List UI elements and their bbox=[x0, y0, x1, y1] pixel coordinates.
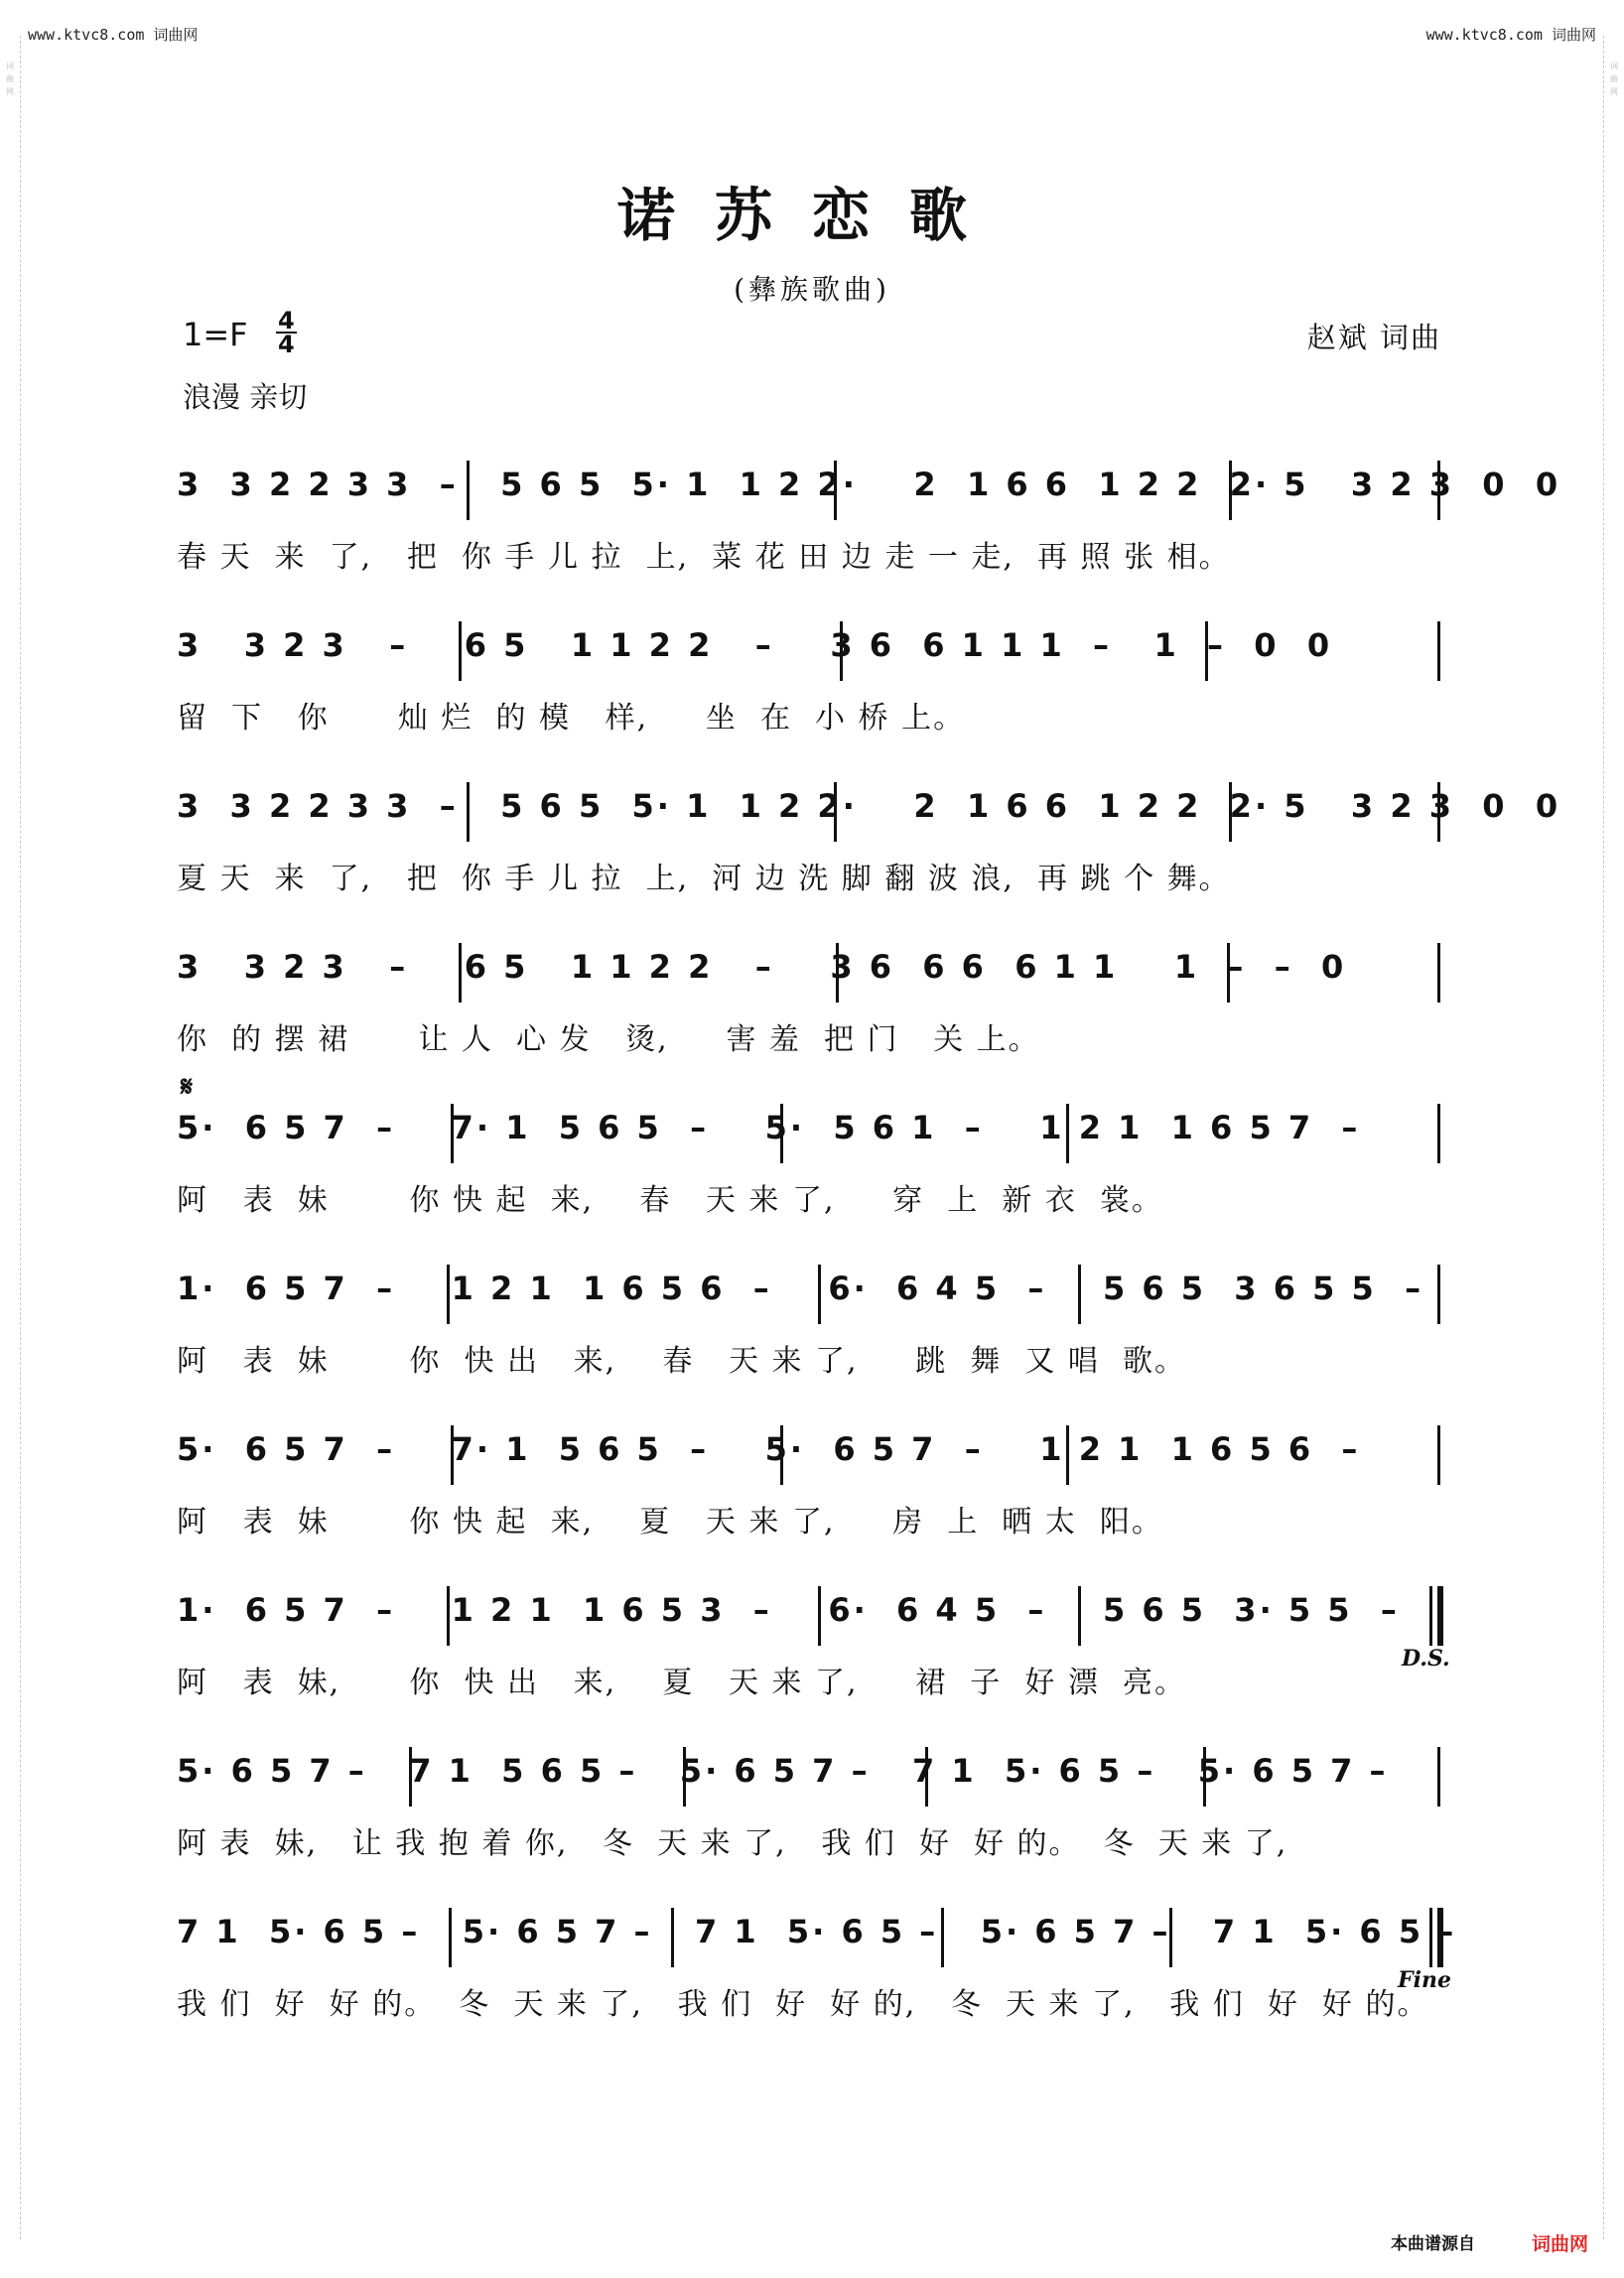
footer-source-text: 本曲谱源自 bbox=[1391, 2234, 1475, 2254]
segno-sign: 𝄋 bbox=[181, 1070, 194, 1103]
lyrics-line: 春 天 来 了, 把 你 手 儿 拉 上, 菜 花 田 边 走 一 走, 再 照 张 相。 bbox=[177, 540, 1231, 575]
fine-marking: Fine bbox=[1398, 1967, 1451, 1993]
notes-line: 3 3 2 3 – 6 5 1 1 2 2 – 3 6 6 6 6 1 1 1 – – 0 bbox=[177, 948, 1347, 986]
right-edge-watermark: 词曲网 bbox=[1610, 62, 1618, 96]
notes-line: 1· 6 5 7 – 1 2 1 1 6 5 6 – 6· 6 4 5 – 5 6 5 3 6 5 5 – bbox=[177, 1270, 1424, 1307]
lyrics-line: 阿 表 妹 你 快 出 来, 春 天 来 了, 跳 舞 又 唱 歌。 bbox=[177, 1344, 1186, 1379]
notes-line: 3 3 2 2 3 3 – 5 6 5 5· 1 1 2 2· 2 1 6 6 1 2 2 2· 5 3 2 3 0 0 bbox=[177, 466, 1561, 503]
notes-line: 5· 6 5 7 – 7 1 5 6 5 – 5· 6 5 7 – 7 1 5· 6 5 – 5· 6 5 7 – bbox=[177, 1752, 1389, 1790]
author-credit: 赵斌 词曲 bbox=[1306, 321, 1441, 354]
ds-marking: D.S. bbox=[1402, 1646, 1450, 1672]
header-left-url: www.ktvc8.com 词曲网 bbox=[28, 26, 199, 44]
notes-line: 1· 6 5 7 – 1 2 1 1 6 5 3 – 6· 6 4 5 – 5 6 5 3· 5 5 – bbox=[177, 1591, 1400, 1629]
footer-site-logo[interactable]: 词曲网 bbox=[1531, 2233, 1588, 2255]
left-margin-line bbox=[20, 36, 21, 2239]
meter-top: 4 bbox=[278, 307, 295, 335]
lyrics-line: 阿 表 妹 你 快 起 来, 春 天 来 了, 穿 上 新 衣 裳。 bbox=[177, 1183, 1163, 1218]
lyrics-line: 阿 表 妹, 你 快 出 来, 夏 天 来 了, 裙 子 好 漂 亮。 bbox=[177, 1666, 1186, 1700]
key-signature: 1=F bbox=[183, 316, 248, 353]
notes-line: 3 3 2 2 3 3 – 5 6 5 5· 1 1 2 2· 2 1 6 6 1 2 2 2· 5 3 2 3 0 0 bbox=[177, 787, 1561, 825]
lyrics-line: 阿 表 妹 你 快 起 来, 夏 天 来 了, 房 上 晒 太 阳。 bbox=[177, 1505, 1163, 1540]
notes-line: 7 1 5· 6 5 – 5· 6 5 7 – 7 1 5· 6 5 – 5· 6 5 7 – 7 1 5· 6 5 – bbox=[177, 1913, 1457, 1950]
tempo-marking: 浪漫 亲切 bbox=[183, 380, 308, 414]
song-subtitle: (彝族歌曲) bbox=[734, 273, 890, 306]
lyrics-line: 你 的 摆 裙 让 人 心 发 烫, 害 羞 把 门 关 上。 bbox=[177, 1022, 1040, 1057]
header-right-url: www.ktvc8.com 词曲网 bbox=[1425, 26, 1596, 44]
left-edge-watermark: 词曲网 bbox=[6, 62, 14, 96]
notes-line: 5· 6 5 7 – 7· 1 5 6 5 – 5· 6 5 7 – 1 2 1 1 6 5 6 – bbox=[177, 1430, 1361, 1468]
lyrics-line: 我 们 好 好 的。 冬 天 来 了, 我 们 好 好 的, 冬 天 来 了, 我 们 好 好 的。 bbox=[177, 1987, 1429, 2022]
lyrics-line: 夏 天 来 了, 把 你 手 儿 拉 上, 河 边 洗 脚 翻 波 浪, 再 跳 个 舞。 bbox=[177, 862, 1231, 896]
lyrics-line: 阿 表 妹, 让 我 抱 着 你, 冬 天 来 了, 我 们 好 好 的。 冬 天 来 了, bbox=[177, 1826, 1288, 1861]
time-signature bbox=[276, 307, 297, 358]
right-margin-line bbox=[1603, 36, 1604, 2239]
lyrics-line: 留 下 你 灿 烂 的 模 样, 坐 在 小 桥 上。 bbox=[177, 701, 966, 736]
notes-line: 3 3 2 3 – 6 5 1 1 2 2 – 3 6 6 1 1 1 – 1 – 0 0 bbox=[177, 626, 1333, 664]
song-title: 诺苏恋歌 bbox=[616, 182, 1007, 249]
meter-bottom: 4 bbox=[278, 331, 295, 358]
notes-line: 5· 6 5 7 – 7· 1 5 6 5 – 5· 5 6 1 – 1 2 1 1 6 5 7 – bbox=[177, 1109, 1361, 1146]
